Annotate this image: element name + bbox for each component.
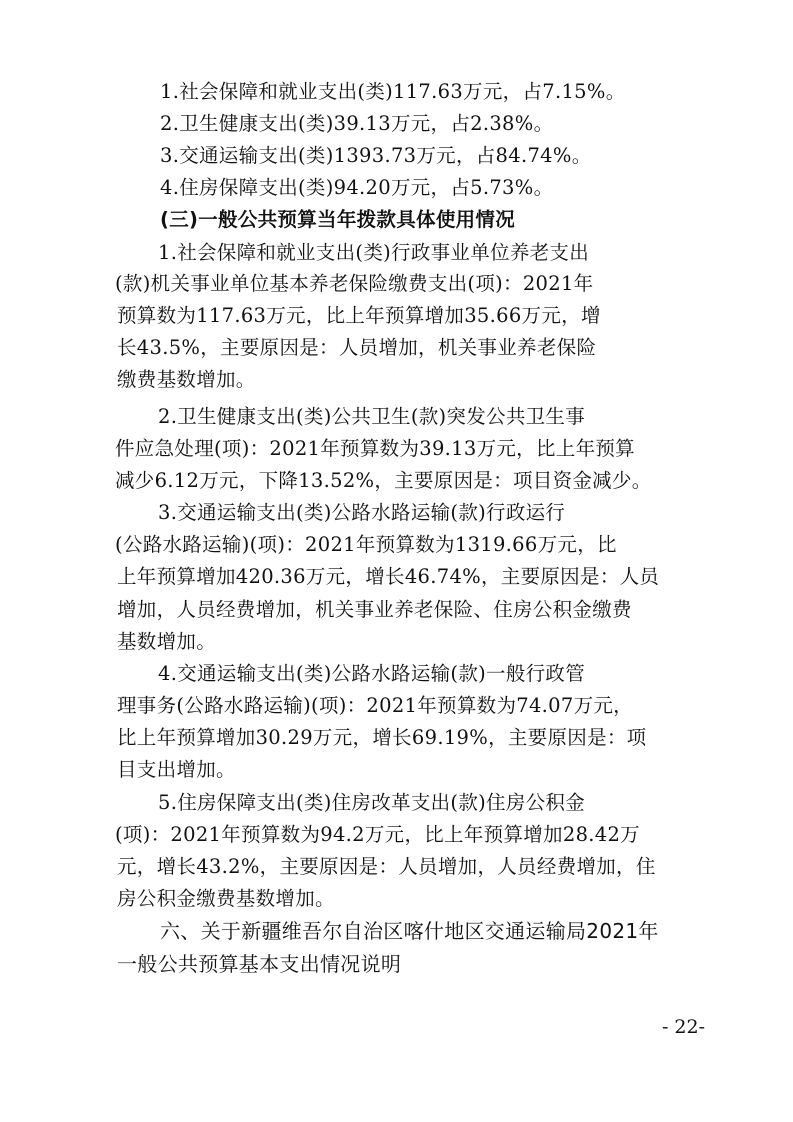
paragraph-line: 基数增加。 xyxy=(117,630,217,653)
paragraph-line: 上年预算增加420.36万元，增长46.74%，主要原因是：人员 xyxy=(117,565,660,588)
paragraph-line: 4.交通运输支出(类)公路水路运输(款)一般行政管 xyxy=(158,662,586,685)
page-number: - 22- xyxy=(661,1016,705,1038)
summary-item: 1.社会保障和就业支出(类)117.63万元，占7.15%。 xyxy=(160,80,626,103)
paragraph-line: 增加，人员经费增加，机关事业养老保险、住房公积金缴费 xyxy=(117,598,632,621)
paragraph-line: 理事务(公路水路运输)(项)：2021年预算数为74.07万元， xyxy=(117,694,633,717)
paragraph-line: (公路水路运输)(项)：2021年预算数为1319.66万元，比 xyxy=(115,533,617,556)
paragraph-line: 件应急处理(项)：2021年预算数为39.13万元，比上年预算 xyxy=(115,437,635,460)
chapter-heading-line: 一般公共预算基本支出情况说明 xyxy=(117,952,402,976)
section-heading: (三)一般公共预算当年拨款具体使用情况 xyxy=(160,208,516,231)
paragraph-line: 3.交通运输支出(类)公路水路运输(款)行政运行 xyxy=(158,501,566,524)
paragraph-line: 目支出增加。 xyxy=(117,758,236,781)
paragraph-line: (项)：2021年预算数为94.2万元，比上年预算增加28.42万 xyxy=(115,823,640,846)
paragraph-line: 缴费基数增加。 xyxy=(117,368,256,391)
paragraph-line: 减少6.12万元，下降13.52%，主要原因是：项目资金减少。 xyxy=(115,469,652,492)
paragraph-line: 2.卫生健康支出(类)公共卫生(款)突发公共卫生事 xyxy=(158,405,586,428)
paragraph-line: 房公积金缴费基数增加。 xyxy=(117,887,335,910)
summary-item: 4.住房保障支出(类)94.20万元，占5.73%。 xyxy=(160,176,554,199)
paragraph-line: 长43.5%，主要原因是：人员增加，机关事业养老保险 xyxy=(117,336,597,359)
summary-item: 3.交通运输支出(类)1393.73万元，占84.74%。 xyxy=(160,144,592,167)
summary-item: 2.卫生健康支出(类)39.13万元，占2.38%。 xyxy=(160,112,554,135)
paragraph-line: 比上年预算增加30.29万元，增长69.19%，主要原因是：项 xyxy=(117,726,647,749)
paragraph-line: 1.社会保障和就业支出(类)行政事业单位养老支出 xyxy=(158,241,590,264)
paragraph-line: (款)机关事业单位基本养老保险缴费支出(项)：2021年 xyxy=(115,272,594,295)
paragraph-line: 预算数为117.63万元，比上年预算增加35.66万元，增 xyxy=(117,304,601,327)
paragraph-line: 元，增长43.2%，主要原因是：人员增加，人员经费增加，住 xyxy=(117,855,656,878)
chapter-heading-line: 六、关于新疆维吾尔自治区喀什地区交通运输局2021年 xyxy=(160,919,659,943)
paragraph-line: 5.住房保障支出(类)住房改革支出(款)住房公积金 xyxy=(158,791,586,814)
